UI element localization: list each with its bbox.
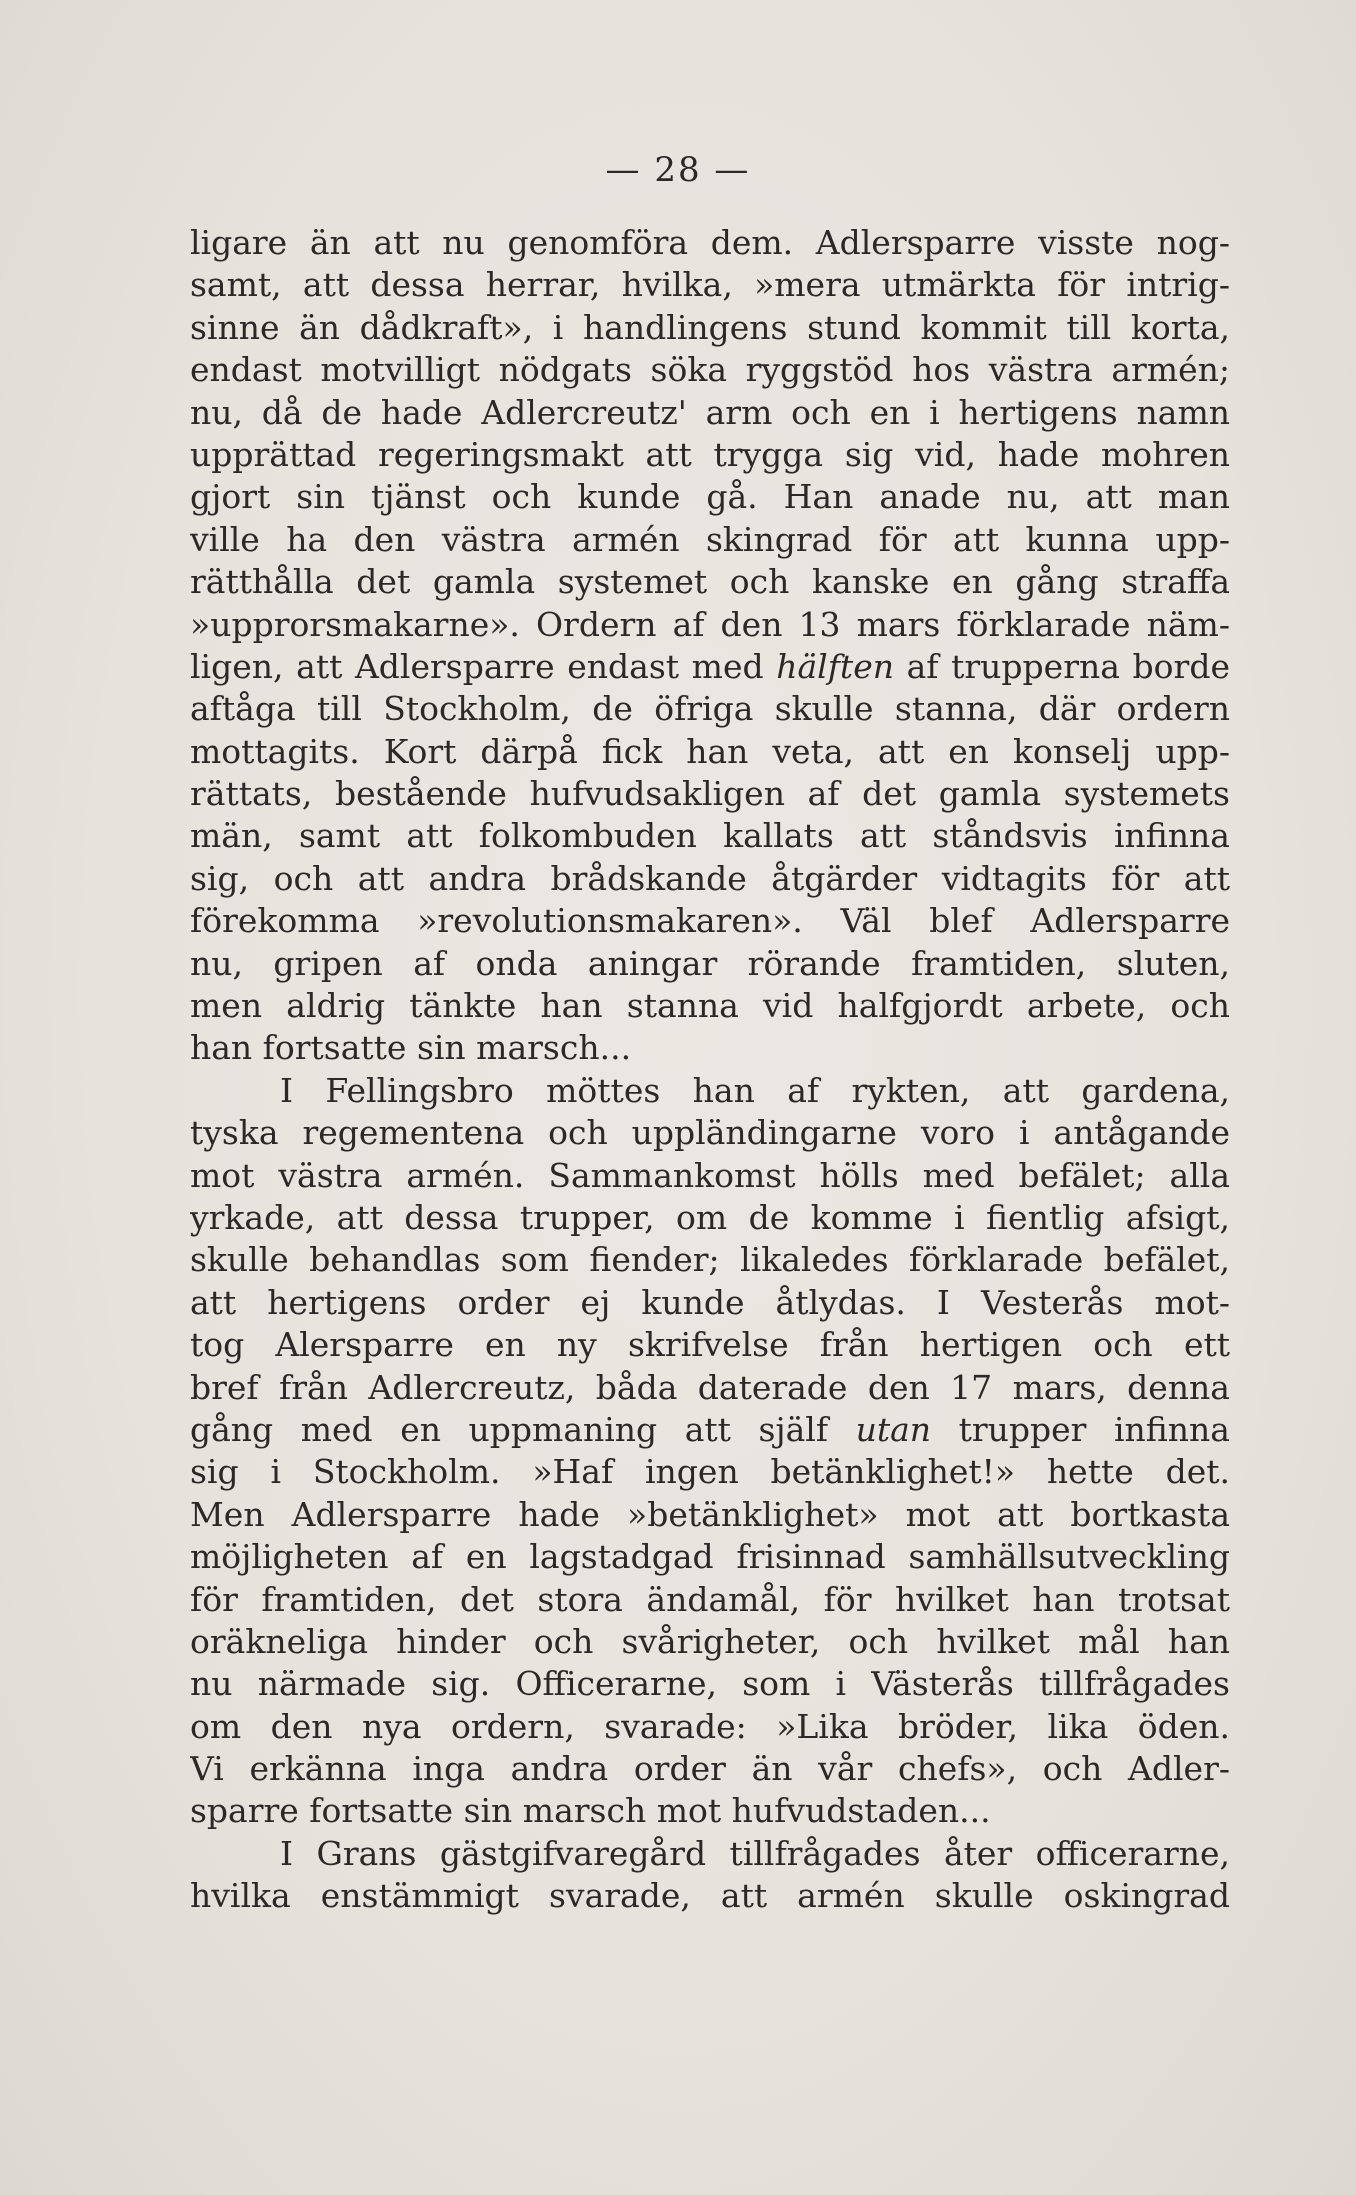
page-number: — 28 — (605, 150, 751, 190)
text-line: ligare än att nu genomföra dem. Adlersparre visste nog- (190, 223, 1230, 262)
text-line: Vi erkänna inga andra order än vår chefs», och Adler- (190, 1749, 1230, 1789)
text-line: tog Alersparre en ny skrifvelse från hertigen och ett (190, 1325, 1230, 1365)
text-line: gjort sin tjänst och kunde gå. Han anade nu, att man (190, 477, 1230, 517)
text-line: att hertigens order ej kunde åtlydas. I Vesterås mot- (190, 1282, 1230, 1322)
emphasized-word: utan (855, 1409, 932, 1449)
text-line: om den nya ordern, svarade: »Lika bröder, lika öden. (190, 1706, 1230, 1746)
text-line: sinne än dådkraft», i handlingens stund kommit till korta, (190, 307, 1230, 347)
text-line: samt, att dessa herrar, hvilka, »mera utmärkta för intrig- (190, 265, 1230, 305)
text-line: men aldrig tänkte han stanna vid halfgjordt arbete, och (190, 986, 1230, 1026)
text-segment: af trupperna borde (893, 646, 1230, 686)
text-line: oräkneliga hinder och svårigheter, och hvilket mål han (190, 1621, 1230, 1661)
text-line: I Grans gästgifvaregård tillfrågades åter officerarne, (280, 1833, 1230, 1873)
text-segment: trupper infinna (931, 1409, 1230, 1449)
text-line: mot västra armén. Sammankomst hölls med befälet; alla (190, 1155, 1230, 1195)
text-line: nu, gripen af onda aningar rörande framtiden, sluten, (190, 943, 1230, 983)
body-text (190, 222, 1230, 1918)
emphasized-word: hälften (776, 646, 894, 686)
text-line: sig, och att andra brådskande åtgärder vidtagits för att (190, 858, 1230, 898)
text-line: män, samt att folkombuden kallats att ståndsvis infinna (190, 816, 1230, 856)
text-line (190, 1409, 1230, 1451)
text-segment: gång med en uppmaning att själf (190, 1409, 856, 1449)
text-line: möjligheten af en lagstadgad frisinnad samhällsutveckling (190, 1537, 1230, 1577)
text-line: »upprorsmakarne». Ordern af den 13 mars förklarade näm- (190, 604, 1230, 644)
text-line: för framtiden, det stora ändamål, för hvilket han trotsat (190, 1579, 1230, 1619)
text-line: mottagits. Kort därpå fick han veta, att en konselj upp- (190, 731, 1230, 771)
text-line: skulle behandlas som fiender; likaledes förklarade befälet, (190, 1240, 1230, 1280)
text-line: I Fellingsbro möttes han af rykten, att gardena, (280, 1070, 1230, 1110)
text-line: aftåga till Stockholm, de öfriga skulle stanna, där ordern (190, 689, 1230, 729)
text-line: endast motvilligt nödgats söka ryggstöd hos västra armén; (190, 350, 1230, 390)
text-line: tyska regementena och uppländingarne voro i antågande (190, 1113, 1230, 1153)
text-line: rättats, bestående hufvudsakligen af det gamla systemets (190, 774, 1230, 814)
text-line: nu, då de hade Adlercreutz' arm och en i hertigens namn (190, 392, 1230, 432)
text-line: bref från Adlercreutz, båda daterade den 17 mars, denna (190, 1367, 1230, 1407)
text-line: hvilka enstämmigt svarade, att armén skulle oskingrad (190, 1876, 1230, 1916)
text-line: förekomma »revolutionsmakaren». Väl blef Adlersparre (190, 901, 1230, 941)
text-line: nu närmade sig. Officerarne, som i Västerås tillfrågades (190, 1664, 1230, 1704)
text-line: han fortsatte sin marsch... (190, 1028, 632, 1068)
text-line: yrkade, att dessa trupper, om de komme i fientlig afsigt, (190, 1197, 1230, 1237)
text-line: rätthålla det gamla systemet och kanske en gång straffa (190, 562, 1230, 602)
text-line: upprättad regeringsmakt att trygga sig vid, hade mohren (190, 434, 1230, 474)
text-line: sparre fortsatte sin marsch mot hufvudstaden... (190, 1791, 991, 1831)
text-line: Men Adlersparre hade »betänklighet» mot att bortkasta (190, 1494, 1230, 1534)
text-line: sig i Stockholm. »Haf ingen betänklighet!» hette det. (190, 1452, 1230, 1492)
text-line (190, 646, 1230, 688)
text-segment: ligen, att Adlersparre endast med (190, 646, 777, 686)
text-line: ville ha den västra armén skingrad för att kunna upp- (190, 519, 1230, 559)
